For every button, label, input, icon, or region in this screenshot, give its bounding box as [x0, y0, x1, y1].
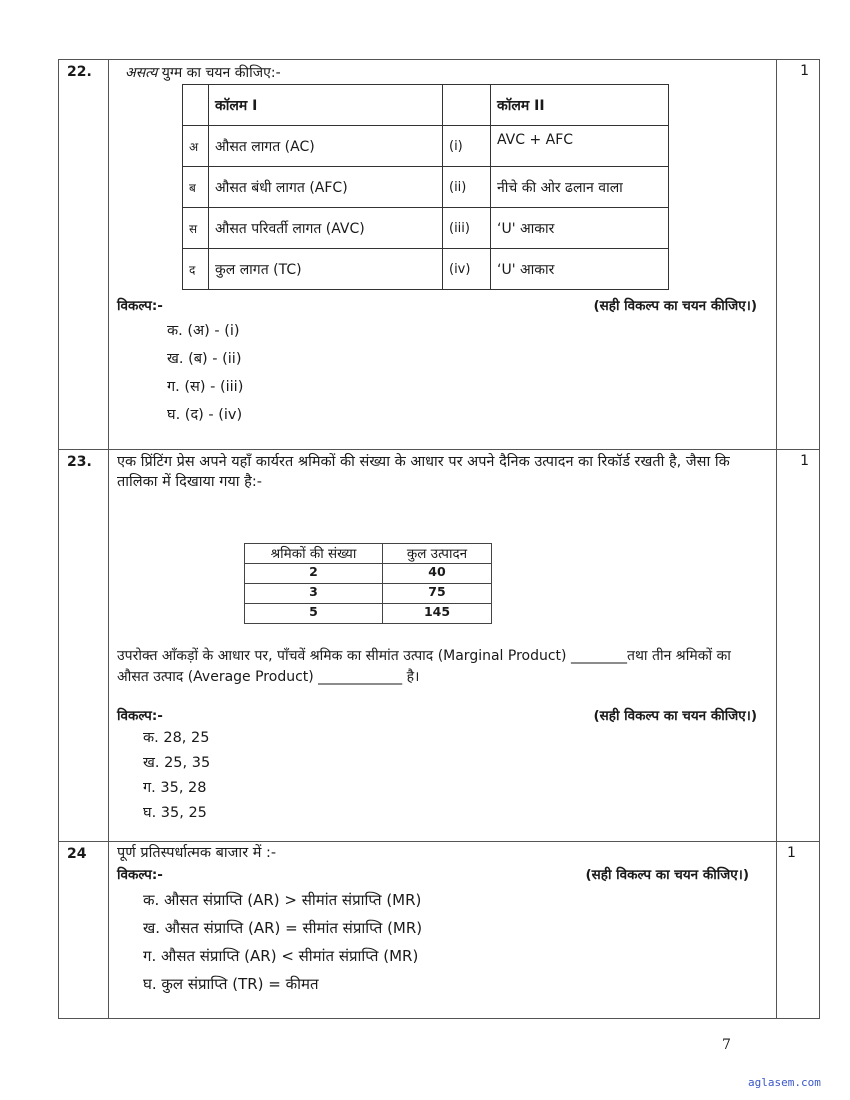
option-item: क. (अ) - (i) — [167, 323, 240, 339]
column-2-item: ‘U' आकार — [491, 208, 669, 249]
match-row — [183, 167, 669, 208]
option-item: घ. 35, 25 — [143, 805, 207, 821]
options-header — [117, 865, 749, 883]
row-label: द — [183, 249, 209, 290]
workers-cell: 3 — [245, 584, 383, 604]
workers-cell: 5 — [245, 604, 383, 624]
row-number: (iii) — [443, 208, 491, 249]
stem-emphasis: असत्य — [125, 65, 158, 81]
question-row-22 — [59, 60, 820, 450]
option-item: ग. (स) - (iii) — [167, 379, 244, 395]
output-cell: 40 — [383, 564, 492, 584]
question-table — [58, 59, 820, 1019]
question-stem — [125, 64, 776, 83]
workers-cell: 2 — [245, 564, 383, 584]
row-label: ब — [183, 167, 209, 208]
option-item: क. औसत संप्राप्ति (AR) > सीमांत संप्राप्ति (MR) — [143, 891, 422, 909]
question-body — [109, 450, 777, 842]
row-label: स — [183, 208, 209, 249]
output-cell: 145 — [383, 604, 492, 624]
production-header-row — [245, 544, 492, 564]
options-instruction: (सही विकल्प का चयन कीजिए।) — [593, 708, 757, 724]
option-item: घ. कुल संप्राप्ति (TR) = कीमत — [143, 975, 319, 993]
options-header — [117, 706, 757, 724]
column-2-item: ‘U' आकार — [491, 249, 669, 290]
stem-text: युग्म का चयन कीजिए:- — [157, 65, 281, 81]
column-1-item: औसत लागत (AC) — [209, 126, 443, 167]
row-label: अ — [183, 126, 209, 167]
match-row — [183, 208, 669, 249]
match-header-row — [183, 85, 669, 126]
output-cell: 75 — [383, 584, 492, 604]
header-column-1: कॉलम I — [209, 85, 443, 126]
option-item: ख. 25, 35 — [143, 755, 211, 771]
question-row-23 — [59, 450, 820, 842]
column-2-item: AVC + AFC — [491, 126, 669, 167]
question-number: 24 — [59, 842, 109, 1019]
page-number: 7 — [722, 1037, 731, 1053]
question-body — [109, 842, 777, 1019]
header-cell — [183, 85, 209, 126]
column-1-item: कुल लागत (TC) — [209, 249, 443, 290]
question-row-24 — [59, 842, 820, 1019]
marks: 1 — [777, 60, 820, 450]
column-1-item: औसत परिवर्ती लागत (AVC) — [209, 208, 443, 249]
row-number: (ii) — [443, 167, 491, 208]
options-instruction: (सही विकल्प का चयन कीजिए।) — [585, 867, 749, 883]
option-item: घ. (द) - (iv) — [167, 407, 243, 423]
production-table — [244, 543, 492, 624]
question-body — [109, 60, 777, 450]
question-number: 22. — [59, 60, 109, 450]
production-row — [245, 584, 492, 604]
option-item: ग. 35, 28 — [143, 780, 207, 796]
match-row — [183, 126, 669, 167]
option-item: क. 28, 25 — [143, 730, 210, 746]
options-label: विकल्प:- — [117, 708, 163, 724]
production-row — [245, 604, 492, 624]
column-2-item: नीचे की ओर ढलान वाला — [491, 167, 669, 208]
option-item: ख. (ब) - (ii) — [167, 351, 242, 367]
production-row — [245, 564, 492, 584]
header-total-product: कुल उत्पादन — [383, 544, 492, 564]
options-header — [117, 296, 757, 314]
question-stem: एक प्रिंटिंग प्रेस अपने यहाँ कार्यरत श्रमिकों की संख्या के आधार पर अपने दैनिक उत्पादन का रिकॉर्ड रखती है, जैसा कि तालिका में दिखाया गया है:- — [117, 454, 730, 490]
header-cell — [443, 85, 491, 126]
option-item: ग. औसत संप्राप्ति (AR) < सीमांत संप्राप्ति (MR) — [143, 947, 419, 965]
marks: 1 — [777, 842, 820, 1019]
options-label: विकल्प:- — [117, 298, 163, 314]
option-item: ख. औसत संप्राप्ति (AR) = सीमांत संप्राप्ति (MR) — [143, 919, 423, 937]
header-workers: श्रमिकों की संख्या — [245, 544, 383, 564]
question-stem: पूर्ण प्रतिस्पर्धात्मक बाजार में :- — [117, 845, 277, 861]
column-1-item: औसत बंधी लागत (AFC) — [209, 167, 443, 208]
options-list — [143, 727, 776, 827]
options-list — [143, 890, 776, 1002]
header-column-2: कॉलम II — [491, 85, 669, 126]
question-number: 23. — [59, 450, 109, 842]
row-number: (iv) — [443, 249, 491, 290]
row-number: (i) — [443, 126, 491, 167]
options-list — [167, 320, 776, 432]
watermark: aglasem.com — [748, 1076, 821, 1089]
options-label: विकल्प:- — [117, 867, 163, 883]
match-row — [183, 249, 669, 290]
options-instruction: (सही विकल्प का चयन कीजिए।) — [593, 298, 757, 314]
question-prompt: उपरोक्त आँकड़ों के आधार पर, पाँचवें श्रमिक का सीमांत उत्पाद (Marginal Product) ________तथा तीन श्रमिकों का औसत उत्पाद (Average Product) ____________ है। — [117, 648, 731, 685]
marks: 1 — [777, 450, 820, 842]
match-table — [182, 84, 669, 290]
